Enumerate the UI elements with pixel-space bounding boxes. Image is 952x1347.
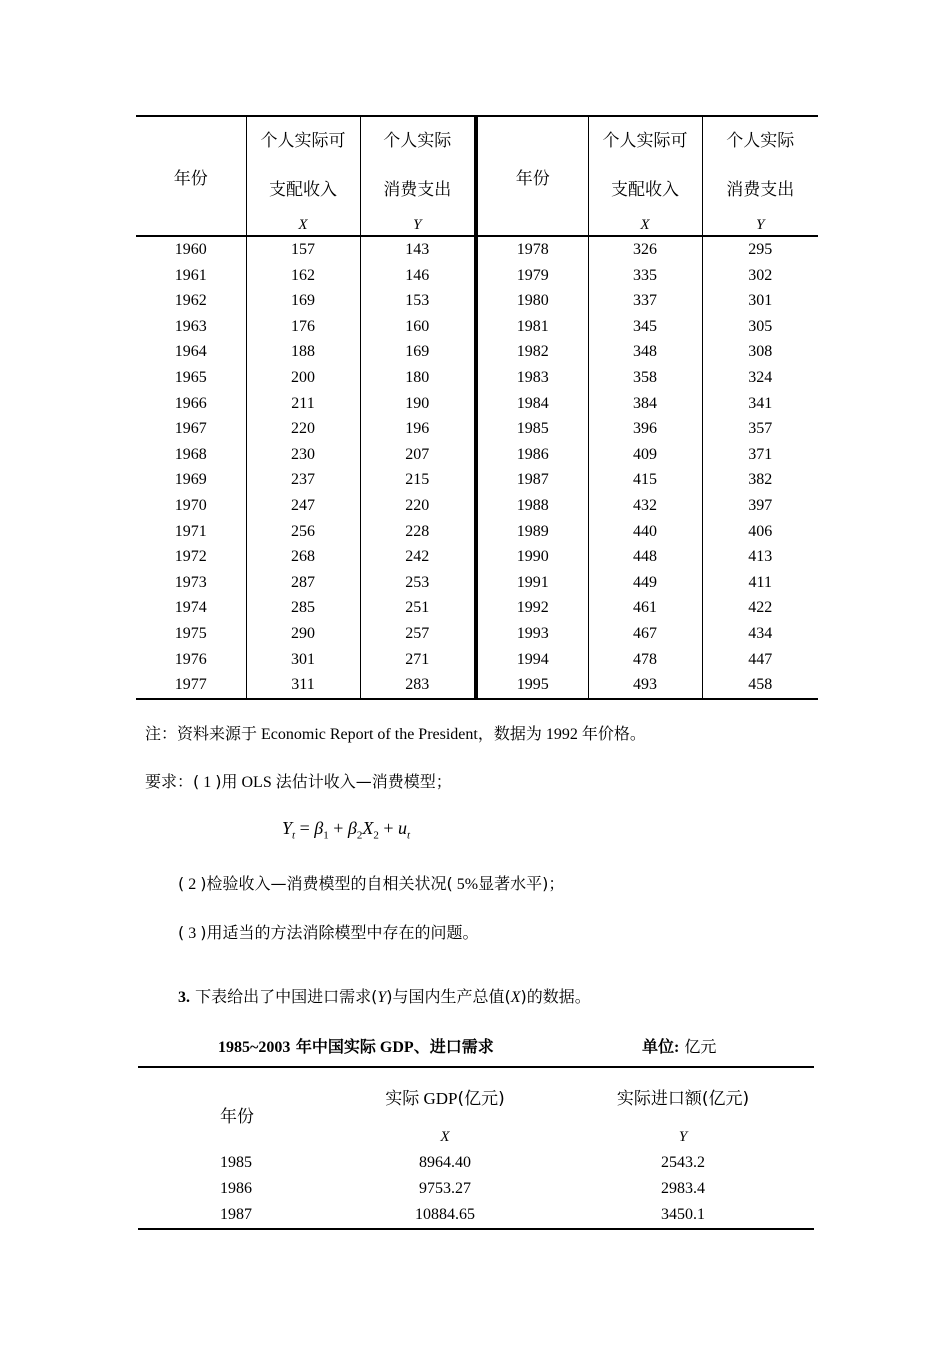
table-cell: 1988 [476,493,588,519]
table-cell: 1974 [174,599,207,617]
table-cell: 200 [246,365,360,391]
table-cell: 169 [360,339,476,365]
table-cell: 188 [246,339,360,365]
table-cell: 1991 [476,570,588,596]
table-cell: 1983 [476,365,588,391]
table-cell: 253 [360,570,476,596]
table-cell: 2543.2 [661,1154,705,1171]
table-cell: 1987 [220,1206,252,1223]
table-cell: 1967 [174,420,207,438]
table-cell: 290 [246,621,360,647]
table-cell: 324 [702,365,818,391]
table-cell: 196 [360,416,476,442]
table-cell: 308 [702,339,818,365]
table-cell: 302 [702,263,818,289]
table-cell: 447 [702,647,818,673]
table-cell: 1993 [476,621,588,647]
table-row [136,442,818,468]
table-cell: 220 [360,493,476,519]
table-cell: 432 [588,493,702,519]
table-cell: 341 [702,391,818,417]
table-cell: 337 [588,288,702,314]
table-cell: 1989 [476,519,588,545]
table-cell: 1995 [476,672,588,699]
gdp-imports-table [138,1066,814,1230]
table-cell: 301 [246,647,360,673]
table2-caption: 1985~2003 年中国实际 GDP、进口需求 [218,1037,494,1056]
table-cell: 230 [246,442,360,468]
table-cell: 268 [246,544,360,570]
table-cell: 1984 [476,391,588,417]
header-var-y-right: Y [702,215,818,236]
table-cell: 1994 [476,647,588,673]
header-var-x-right: X [588,215,702,236]
table-cell: 287 [246,570,360,596]
header-year-right: 年份 [476,116,588,236]
table-cell: 458 [702,672,818,699]
table-cell: 1977 [174,676,207,694]
table-cell: 295 [702,236,818,263]
table-cell: 1992 [476,595,588,621]
table-cell: 1990 [476,544,588,570]
table2-unit: 单位: 亿元 [642,1037,717,1056]
table-row [138,1176,814,1202]
table-cell: 157 [246,236,360,263]
table-cell: 215 [360,467,476,493]
table-cell: 345 [588,314,702,340]
table-cell: 384 [588,391,702,417]
table-cell: 1960 [174,241,207,258]
table-cell: 160 [360,314,476,340]
table-cell: 1971 [174,522,207,540]
header-income-left: 个人实际可 支配收入 [246,116,360,215]
table-cell: 2983.4 [661,1180,705,1197]
table-cell: 228 [360,519,476,545]
table-row [136,416,818,442]
t2-header-var-y: Y [678,1128,688,1145]
table-cell: 1968 [174,445,207,463]
table-cell: 1962 [174,292,207,310]
table-cell: 1973 [174,573,207,591]
table-cell: 1963 [174,317,207,335]
section-3-heading: 3. 下表给出了中国进口需求(Y)与国内生产总值(X)的数据。 [178,987,591,1006]
header-consumption-right: 个人实际 消费支出 [702,116,818,215]
table-cell: 396 [588,416,702,442]
table-cell: 1980 [476,288,588,314]
table-cell: 1985 [220,1154,252,1171]
table-row [136,493,818,519]
table-cell: 461 [588,595,702,621]
table-row [136,288,818,314]
table-cell: 10884.65 [415,1206,475,1223]
table-cell: 9753.27 [419,1180,471,1197]
table-row [136,595,818,621]
table-cell: 256 [246,519,360,545]
table-cell: 207 [360,442,476,468]
table-row [136,544,818,570]
requirement-2: ( 2 )检验收入—消费模型的自相关状况( 5%显著水平)； [178,874,565,893]
table-cell: 1982 [476,339,588,365]
table-cell: 467 [588,621,702,647]
table-cell: 1978 [476,236,588,263]
table-cell: 1986 [476,442,588,468]
table-cell: 301 [702,288,818,314]
table-cell: 242 [360,544,476,570]
header-year-left: 年份 [173,168,208,189]
table-cell: 411 [702,570,818,596]
table-cell: 146 [360,263,476,289]
table-row [136,467,818,493]
table-cell: 180 [360,365,476,391]
requirement-3: ( 3 )用适当的方法消除模型中存在的问题。 [178,923,479,942]
table-cell: 1970 [174,496,207,514]
table-cell: 1972 [174,548,207,566]
table-cell: 1965 [174,368,207,386]
table-cell: 1966 [174,394,207,412]
table-cell: 335 [588,263,702,289]
regression-formula: $Y_t = \beta_1 + \beta_2X_2 + u_t$ [282,818,411,842]
t2-header-year: 年份 [220,1106,254,1127]
table-cell: 1976 [174,650,207,668]
table-cell: 251 [360,595,476,621]
table-cell: 1985 [476,416,588,442]
t2-header-imports: 实际进口额(亿元) [616,1088,750,1109]
table-cell: 1969 [174,471,207,489]
table-cell: 220 [246,416,360,442]
table-row [136,672,818,699]
table-cell: 1981 [476,314,588,340]
table-cell: 1979 [476,263,588,289]
table-row [136,621,818,647]
table-cell: 305 [702,314,818,340]
table-cell: 371 [702,442,818,468]
table-cell: 1987 [476,467,588,493]
table-cell: 448 [588,544,702,570]
table-row [136,647,818,673]
table-cell: 326 [588,236,702,263]
table-cell: 1964 [174,343,207,361]
table-cell: 237 [246,467,360,493]
header-var-y-left: Y [360,215,476,236]
table-cell: 422 [702,595,818,621]
table1-body [136,236,818,699]
table-row [136,314,818,340]
table-cell: 143 [360,236,476,263]
table-cell: 311 [246,672,360,699]
table-cell: 358 [588,365,702,391]
table-cell: 440 [588,519,702,545]
requirement-1: 要求：( 1 )用 OLS 法估计收入—消费模型； [145,772,452,791]
table-row [136,570,818,596]
table-cell: 285 [246,595,360,621]
table-cell: 162 [246,263,360,289]
table-cell: 434 [702,621,818,647]
table-cell: 406 [702,519,818,545]
table-cell: 478 [588,647,702,673]
table-cell: 1961 [174,266,207,284]
table-cell: 3450.1 [661,1206,705,1223]
table-cell: 190 [360,391,476,417]
t2-header-gdp: 实际 GDP(亿元) [385,1088,505,1109]
table-row [138,1202,814,1229]
table-cell: 409 [588,442,702,468]
table-cell: 283 [360,672,476,699]
table-cell: 271 [360,647,476,673]
table-cell: 8964.40 [419,1154,471,1171]
table-cell: 153 [360,288,476,314]
source-note: 注：资料来源于 Economic Report of the President，数据为 1992 年价格。 [145,724,646,743]
table-cell: 176 [246,314,360,340]
consumption-income-table [136,115,818,700]
table-cell: 348 [588,339,702,365]
table-row [136,391,818,417]
t2-header-var-x: X [440,1128,450,1145]
table-cell: 1975 [174,624,207,642]
table-cell: 493 [588,672,702,699]
table-row [136,339,818,365]
table-row [138,1150,814,1176]
table-row [136,236,818,263]
table2-body [138,1150,814,1229]
table-cell: 413 [702,544,818,570]
header-consumption-left: 个人实际 消费支出 [360,116,476,215]
table-cell: 357 [702,416,818,442]
header-income-right: 个人实际可 支配收入 [588,116,702,215]
table-cell: 257 [360,621,476,647]
table-row [136,365,818,391]
table-cell: 382 [702,467,818,493]
table-cell: 397 [702,493,818,519]
header-var-x-left: X [246,215,360,236]
table-cell: 1986 [220,1180,252,1197]
table-cell: 415 [588,467,702,493]
table-cell: 449 [588,570,702,596]
table-row [136,519,818,545]
table-row [136,263,818,289]
table-cell: 169 [246,288,360,314]
table-cell: 247 [246,493,360,519]
table-cell: 211 [246,391,360,417]
